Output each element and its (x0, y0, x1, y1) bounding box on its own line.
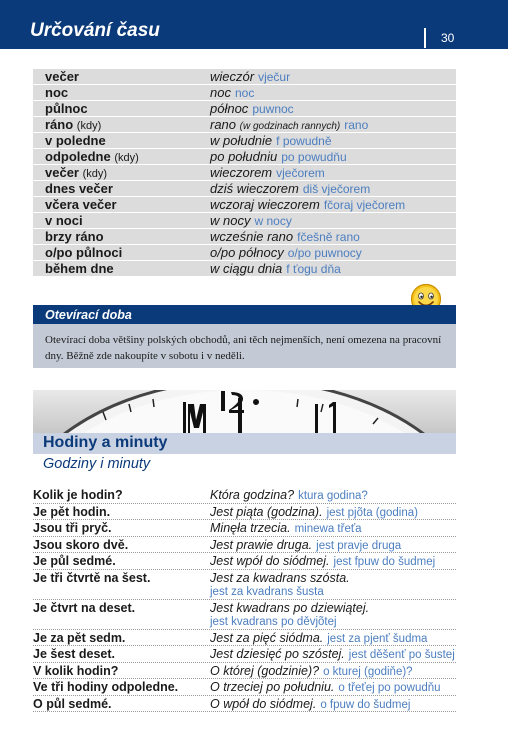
phrase-row (33, 553, 456, 570)
czech-phrase: Je pět hodin. (33, 504, 111, 519)
header-divider (424, 28, 426, 48)
czech-note: (kdy) (82, 168, 108, 180)
polish-word: o/po północy (210, 245, 284, 260)
pronunciation: ktura godina? (298, 490, 368, 502)
polish-phrase (210, 538, 401, 552)
tip-text: Otevírací doba většiny polských obchodů, ani těch nejmenších, není omezena na pracovní dny. Běžně zde nakoupíte v sobotu i v neděli. (45, 334, 442, 362)
pronunciation: jest pjõta (godina) (326, 506, 418, 519)
vocab-row (33, 149, 456, 165)
czech-word: včera večer (45, 197, 117, 212)
czech-phrase: Je půl sedmé. (33, 554, 116, 568)
pronunciation: fčešně rano (297, 230, 360, 244)
czech-word: v noci (45, 213, 83, 228)
pronunciation: jest fpuw do šudmej (333, 556, 436, 568)
pronunciation: vječorem (276, 166, 325, 180)
czech-term (45, 117, 101, 134)
czech-phrase: Je tři čtvrtě na šest. (33, 570, 151, 585)
czech-term (45, 229, 104, 245)
polish-text: Która godzina? (210, 488, 295, 502)
pronunciation: jest za kvadrans šusta (210, 585, 324, 598)
polish-phrase (210, 505, 418, 519)
phrase-row (33, 696, 456, 713)
pronunciation: puwnoc (252, 102, 294, 116)
polish-word: w południe (210, 133, 273, 148)
polish-text: Minęła trzecia. (210, 521, 291, 535)
czech-phrase: Je šest deset. (33, 647, 115, 661)
pronunciation: jest kvadrans po děvjõtej (210, 615, 337, 628)
polish-word: wczoraj wieczorem (210, 197, 320, 212)
czech-phrase: Jsou skoro dvě. (33, 537, 129, 552)
pronunciation: o kturej (godiňe)? (323, 665, 413, 678)
polish-text: Jest prawie druga. (210, 537, 313, 552)
pronunciation: f powudně (276, 134, 332, 148)
polish-phrase (210, 554, 435, 568)
tip-box (33, 324, 456, 368)
polish-phrase (210, 488, 368, 502)
polish-term (210, 85, 254, 101)
polish-text: Jest za kwadrans szósta. (210, 570, 350, 585)
polish-term (210, 213, 292, 229)
polish-text: Jest dziesięć po szóstej. (210, 647, 345, 661)
phrase-row (33, 600, 456, 630)
vocab-row (33, 101, 456, 117)
phrase-list (33, 487, 456, 712)
polish-text: Jest kwadrans po dziewiątej. (210, 600, 370, 615)
polish-word: rano (210, 117, 237, 132)
vocab-row (33, 69, 456, 85)
czech-phrase: Ve tři hodiny odpoledne. (33, 680, 179, 694)
polish-text: Jest piąta (godzina). (210, 504, 323, 519)
pronunciation: minewa třeťa (294, 523, 362, 535)
polish-term (210, 133, 332, 149)
polish-phrase (210, 601, 369, 615)
section-subtitle: Godziny i minuty (43, 456, 151, 472)
czech-note: (kdy) (114, 152, 139, 164)
polish-term (210, 245, 362, 261)
pronunciation: po powudňu (281, 150, 347, 164)
polish-word: północ (210, 101, 249, 116)
polish-term (210, 261, 341, 277)
czech-term (45, 101, 88, 117)
pronunciation: o fpuw do šudmej (320, 698, 411, 711)
phrase-row (33, 570, 456, 600)
phrase-row (33, 646, 456, 663)
vocab-row (33, 117, 456, 133)
czech-word: brzy ráno (45, 229, 104, 244)
czech-term (45, 69, 79, 85)
polish-term (210, 69, 290, 85)
czech-word: dnes večer (45, 181, 113, 196)
pronunciation: w nocy (254, 214, 292, 228)
polish-note: (w godzinach rannych) (239, 121, 341, 132)
czech-word: odpoledne (45, 149, 111, 164)
vocab-row (33, 245, 456, 261)
czech-note: (kdy) (76, 120, 102, 132)
czech-phrase: Kolik je hodin? (33, 488, 123, 502)
czech-term (45, 133, 106, 149)
polish-phrase (210, 697, 410, 711)
czech-word: večer (45, 69, 79, 84)
clock-image (33, 390, 456, 433)
phrase-row (33, 663, 456, 680)
polish-term (210, 149, 347, 165)
vocab-row (33, 133, 456, 149)
polish-text: Jest za pięć siódma. (210, 630, 324, 645)
polish-term (210, 165, 325, 181)
pronunciation: f ťogu dňa (286, 262, 341, 276)
page-header (0, 0, 508, 49)
chapter-title: Určování času (30, 20, 160, 41)
czech-term (45, 85, 68, 101)
pronunciation: jest děšenť po šustej (348, 649, 455, 661)
vocab-row (33, 165, 456, 181)
czech-phrase: Je za pět sedm. (33, 630, 126, 645)
vocab-row (33, 197, 456, 213)
phrase-row (33, 537, 456, 554)
polish-word: dziś wieczorem (210, 181, 299, 196)
czech-phrase: Je čtvrt na deset. (33, 600, 136, 615)
polish-phrase (210, 647, 455, 661)
polish-word: noc (210, 85, 231, 100)
phrase-row (33, 520, 456, 537)
section-title: Hodiny a minuty (43, 434, 168, 451)
pronunciation: noc (234, 86, 255, 100)
polish-word: w nocy (210, 213, 251, 228)
czech-word: noc (45, 85, 69, 100)
pronunciation: o třeťej po powudňu (338, 682, 441, 694)
czech-term (45, 181, 113, 197)
polish-text: O której (godzinie)? (210, 663, 320, 678)
tip-header (33, 305, 456, 324)
pronunciation: vječur (258, 70, 291, 84)
polish-word: po południu (210, 149, 278, 164)
czech-term (45, 149, 139, 166)
czech-term (45, 197, 117, 213)
polish-phrase (210, 521, 362, 535)
polish-word: wieczór (210, 69, 255, 84)
polish-word: wieczorem (210, 165, 273, 180)
polish-term (210, 101, 294, 117)
czech-phrase: O půl sedmé. (33, 696, 112, 711)
polish-text: O trzeciej po południu. (210, 680, 335, 694)
vocab-row (33, 261, 456, 277)
czech-word: v poledne (45, 133, 106, 148)
page-number: 30 (441, 31, 455, 45)
polish-word: wcześnie rano (210, 229, 294, 244)
section-title-box (33, 433, 456, 454)
polish-text: O wpół do siódmej. (210, 696, 317, 711)
polish-phrase (210, 631, 427, 645)
vocab-row (33, 85, 456, 101)
czech-word: během dne (45, 261, 114, 276)
czech-word: o/po půlnoci (45, 245, 123, 260)
vocabulary-table (33, 69, 456, 277)
phrase-row (33, 630, 456, 647)
vocab-row (33, 229, 456, 245)
czech-term (45, 261, 114, 277)
clock-face-illustration (33, 390, 456, 433)
czech-phrase: Jsou tři pryč. (33, 521, 112, 535)
czech-word: ráno (45, 117, 74, 132)
polish-term (210, 181, 370, 197)
pronunciation: rano (344, 118, 369, 132)
polish-term (210, 229, 360, 245)
pronunciation: fčoraj vječorem (323, 198, 406, 212)
polish-phrase (210, 571, 350, 585)
tip-title: Otevírací doba (45, 308, 132, 322)
phrase-row (33, 504, 456, 521)
polish-phrase (210, 680, 441, 694)
phrase-row (33, 679, 456, 696)
pronunciation: o/po puwnocy (287, 246, 362, 260)
czech-phrase: V kolik hodin? (33, 663, 119, 678)
pronunciation: jest za pjenť šudma (327, 632, 428, 645)
polish-phrase (210, 664, 413, 678)
czech-term (45, 213, 83, 229)
czech-word: půlnoc (45, 101, 88, 116)
polish-term (210, 197, 405, 213)
czech-word: večer (45, 165, 79, 180)
vocab-row (33, 181, 456, 197)
polish-word: w ciągu dnia (210, 261, 283, 276)
polish-text: Jest wpół do siódmej. (210, 554, 330, 568)
pronunciation: jest pravje druga (316, 539, 402, 552)
czech-term (45, 165, 107, 182)
pronunciation: diš vječorem (302, 182, 371, 196)
phrase-row (33, 487, 456, 504)
czech-term (45, 245, 122, 261)
vocab-row (33, 213, 456, 229)
